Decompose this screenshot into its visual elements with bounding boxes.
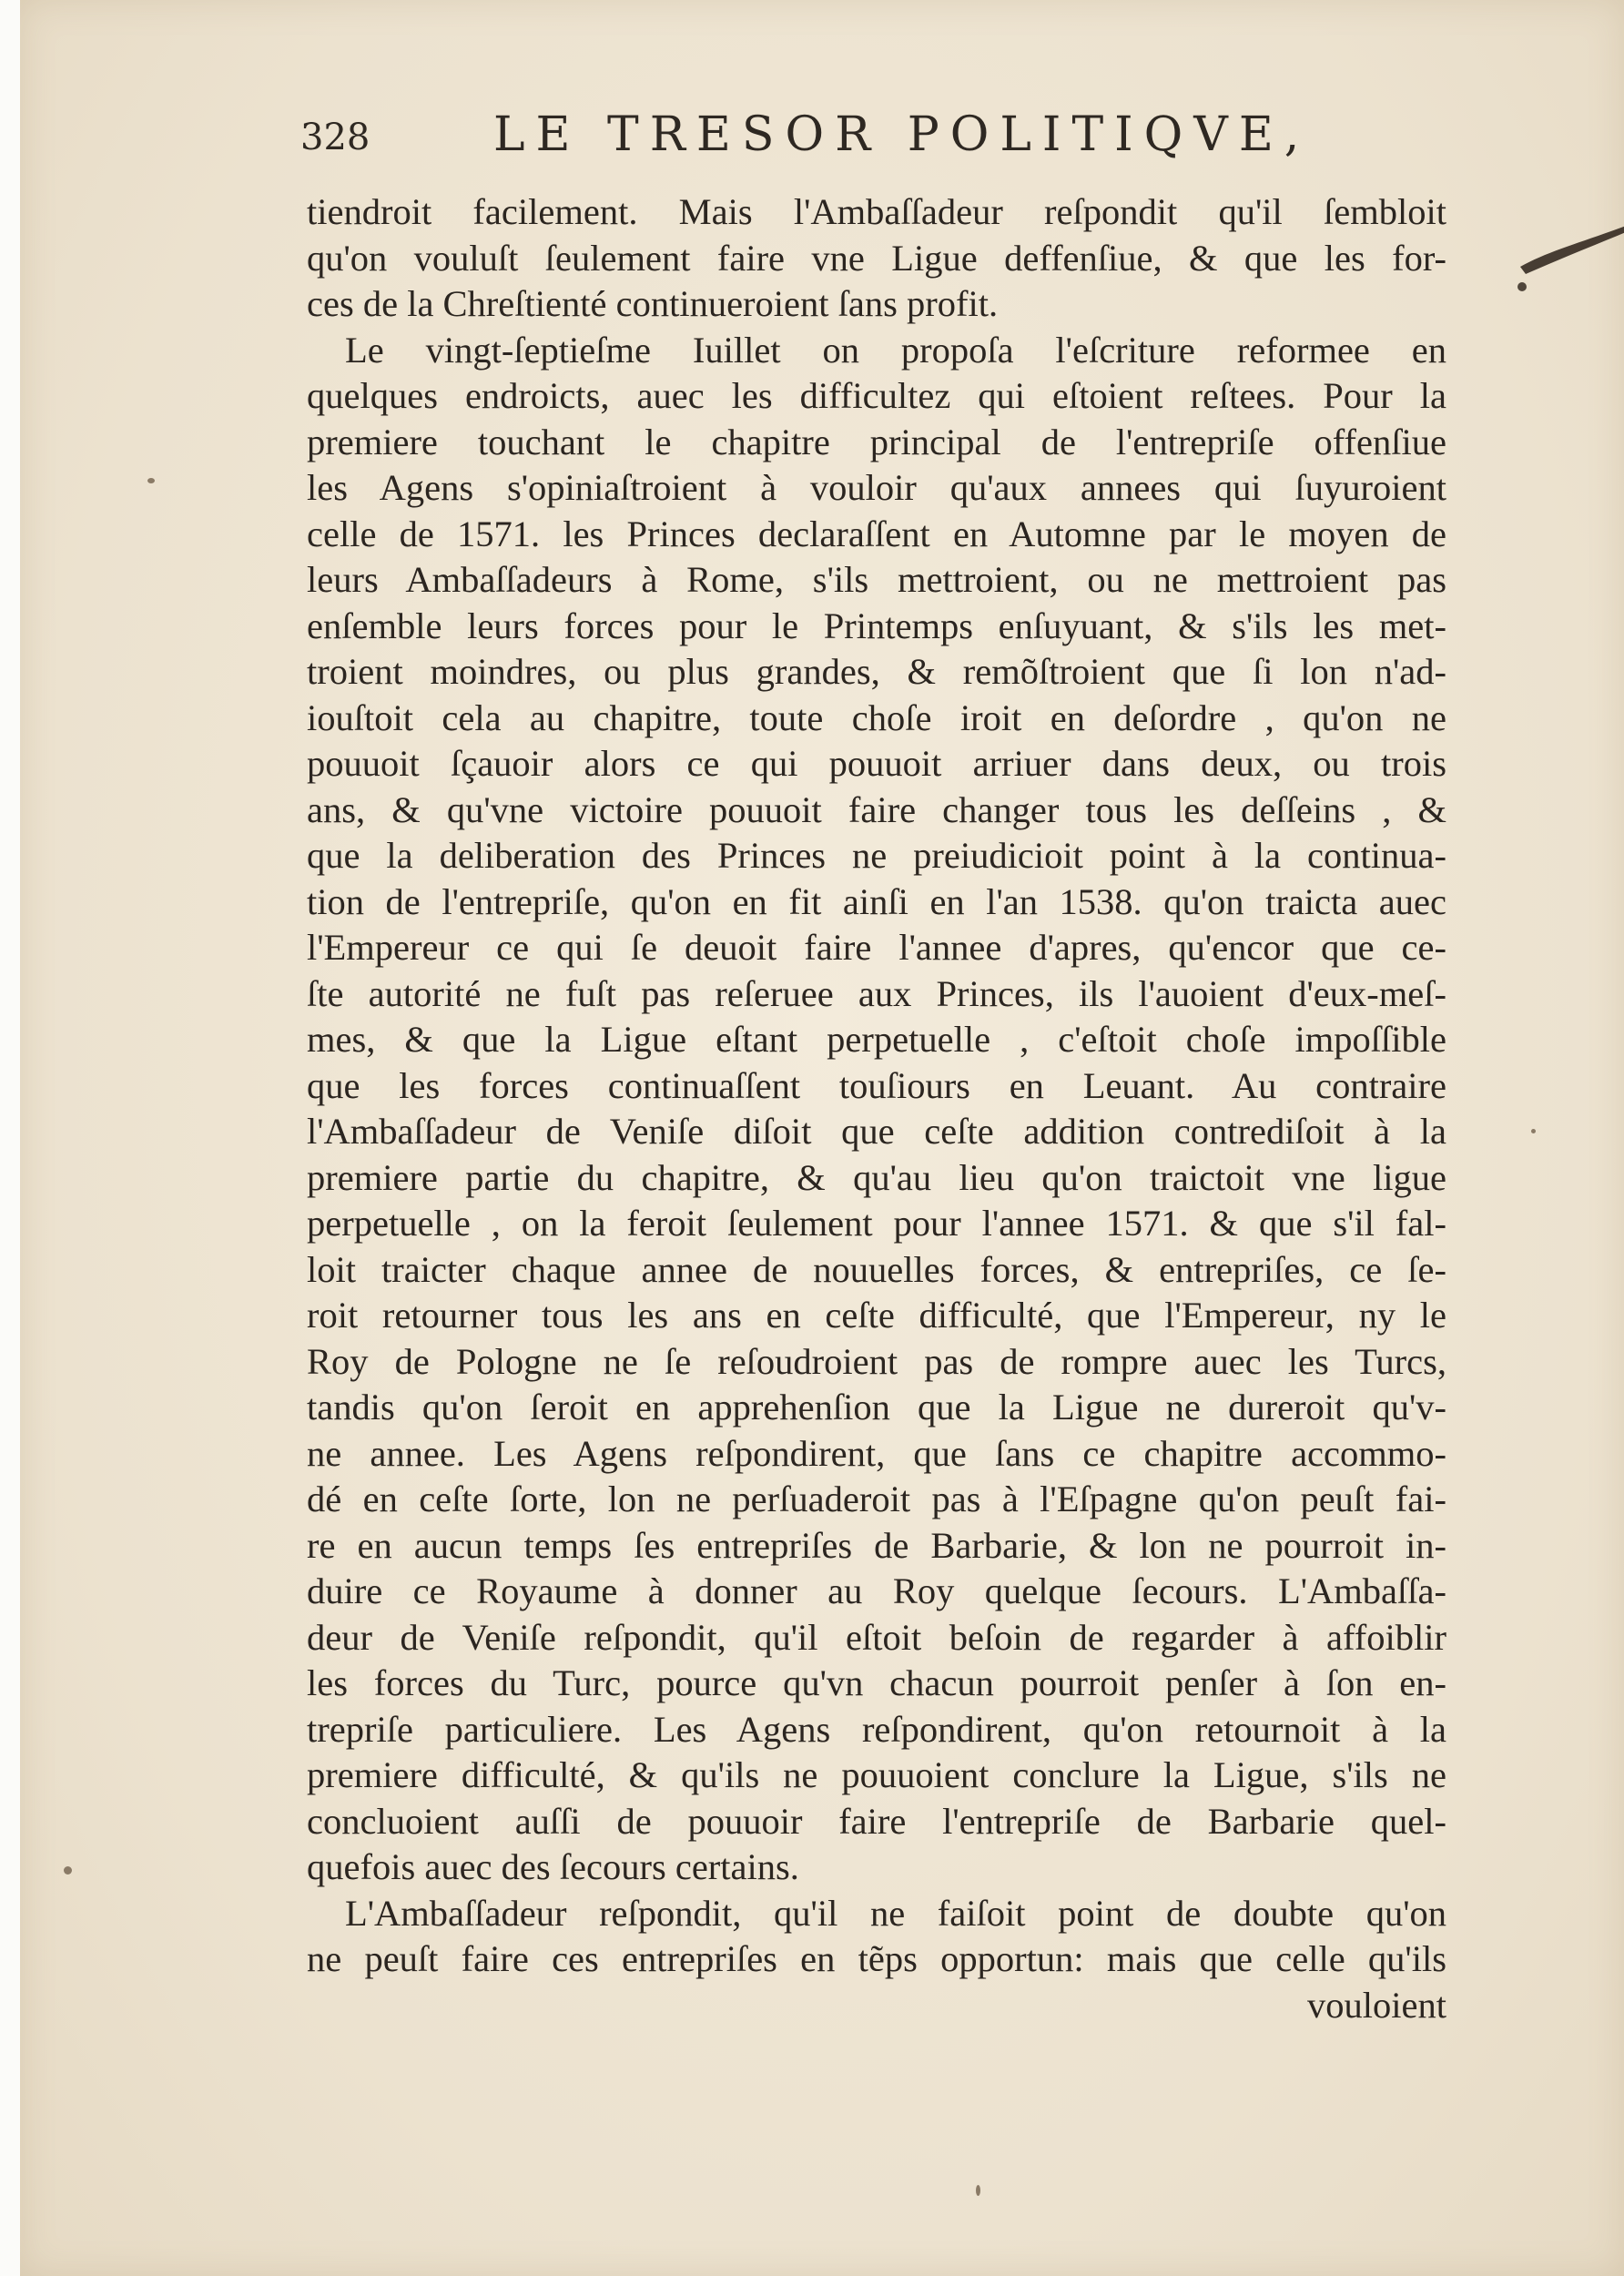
text-line: premiere partie du chapitre, & qu'au lieu qu'on traictoit vne ligue: [307, 1156, 1446, 1198]
paper-speck: [64, 1866, 72, 1875]
text-line: celle de 1571. les Princes declaraſſent en Automne par le moyen de: [307, 513, 1446, 554]
text-line: loit traicter chaque annee de nouuelles forces, & entrepriſes, ce ſe-: [307, 1248, 1446, 1290]
paper-speck: [976, 2185, 980, 2196]
text-line: tiendroit facilement. Mais l'Ambaſſadeur reſpondit qu'il ſembloit: [307, 191, 1446, 232]
text-line: concluoient auſſi de pouuoir faire l'entrepriſe de Barbarie quel-: [307, 1800, 1446, 1842]
text-line: quefois auec des ſecours certains.: [307, 1846, 799, 1887]
text-line: quelques endroicts, auec les difficultez qui eſtoient reſtees. Pour la: [307, 375, 1446, 416]
text-line: Le vingt-ſeptieſme Iuillet on propoſa l'eſcriture reformee en: [345, 329, 1446, 371]
running-title: LE TRESOR POLITIQVE,: [493, 107, 1311, 162]
text-line: perpetuelle , on la feroit ſeulement pour l'annee 1571. & que s'il fal-: [307, 1203, 1446, 1244]
text-line: ans, & qu'vne victoire pouuoit faire changer tous les deſſeins , &: [307, 788, 1446, 830]
ink-stroke-mark: [1513, 196, 1624, 305]
text-line: enſemble leurs forces pour le Printemps enſuyuant, & s'ils les met-: [307, 605, 1446, 646]
text-line: re en aucun temps ſes entrepriſes de Barbarie, & lon ne pourroit in-: [307, 1524, 1446, 1566]
text-line: qu'on vouluſt ſeulement faire vne Ligue deffenſiue, & que les for-: [307, 237, 1446, 279]
text-line: premiere difficulté, & qu'ils ne pouuoient conclure la Ligue, s'ils ne: [307, 1754, 1446, 1795]
text-line: tandis qu'on ſeroit en apprehenſion que la Ligue ne dureroit qu'v-: [307, 1387, 1446, 1428]
text-line: L'Ambaſſadeur reſpondit, qu'il ne faiſoit point de doubte qu'on: [345, 1892, 1446, 1934]
text-lines: [307, 189, 1446, 1983]
text-line: ces de la Chreſtienté continueroient ſans profit.: [307, 283, 999, 324]
text-line: l'Ambaſſadeur de Veniſe diſoit que ceſte addition contrediſoit à la: [307, 1111, 1446, 1152]
text-line: troient moindres, ou plus grandes, & remõſtroient que ſi lon n'ad-: [307, 651, 1446, 692]
text-line: duire ce Royaume à donner au Roy quelque ſecours. L'Ambaſſa-: [307, 1570, 1446, 1611]
text-line: que les forces continuaſſent touſiours en Leuant. Au contraire: [307, 1064, 1446, 1106]
text-line: leurs Ambaſſadeurs à Rome, s'ils mettroient, ou ne mettroient pas: [307, 559, 1446, 600]
text-line: les Agens s'opiniaſtroient à vouloir qu'aux annees qui ſuyuroient: [307, 467, 1446, 508]
text-line: les forces du Turc, pource qu'vn chacun pourroit penſer à ſon en-: [307, 1662, 1446, 1703]
text-line: trepriſe particuliere. Les Agens reſpondirent, qu'on retournoit à la: [307, 1708, 1446, 1750]
catchword: vouloient: [1307, 1984, 1446, 2026]
paper-speck: [147, 478, 155, 483]
page-number: 328: [300, 117, 370, 158]
text-line: que la deliberation des Princes ne preiudicioit point à la continua-: [307, 835, 1446, 876]
text-line: tion de l'entrepriſe, qu'on en fit ainſi en l'an 1538. qu'on traicta auec: [307, 880, 1446, 922]
text-line: pouuoit ſçauoir alors ce qui pouuoit arriuer dans deux, ou trois: [307, 743, 1446, 784]
text-line: iouſtoit cela au chapitre, toute choſe iroit en deſordre , qu'on ne: [307, 696, 1446, 738]
text-line: ne annee. Les Agens reſpondirent, que ſans ce chapitre accommo-: [307, 1432, 1446, 1474]
text-line: ne peuſt faire ces entrepriſes en tẽps opportun: mais que celle qu'ils: [307, 1938, 1446, 1979]
text-line: mes, & que la Ligue eſtant perpetuelle , c'eſtoit choſe impoſſible: [307, 1019, 1446, 1060]
text-line: Roy de Pologne ne ſe reſoudroient pas de rompre auec les Turcs,: [307, 1340, 1446, 1382]
paper-speck: [1531, 1129, 1536, 1133]
text-line: dé en ceſte ſorte, lon ne perſuaderoit pas à l'Eſpagne qu'on peuſt fai-: [307, 1478, 1446, 1519]
text-line: l'Empereur ce qui ſe deuoit faire l'annee d'apres, qu'encor que ce-: [307, 927, 1446, 968]
text-line: premiere touchant le chapitre principal de l'entrepriſe offenſiue: [307, 421, 1446, 462]
text-line: ſte autorité ne fuſt pas reſeruee aux Princes, ils l'auoient d'eux-meſ-: [307, 972, 1446, 1014]
book-page: [20, 0, 1624, 2276]
text-line: roit retourner tous les ans en ceſte difficulté, que l'Empereur, ny le: [307, 1295, 1446, 1336]
body-text: [307, 189, 1446, 2028]
text-line: deur de Veniſe reſpondit, qu'il eſtoit beſoin de regarder à affoiblir: [307, 1616, 1446, 1658]
